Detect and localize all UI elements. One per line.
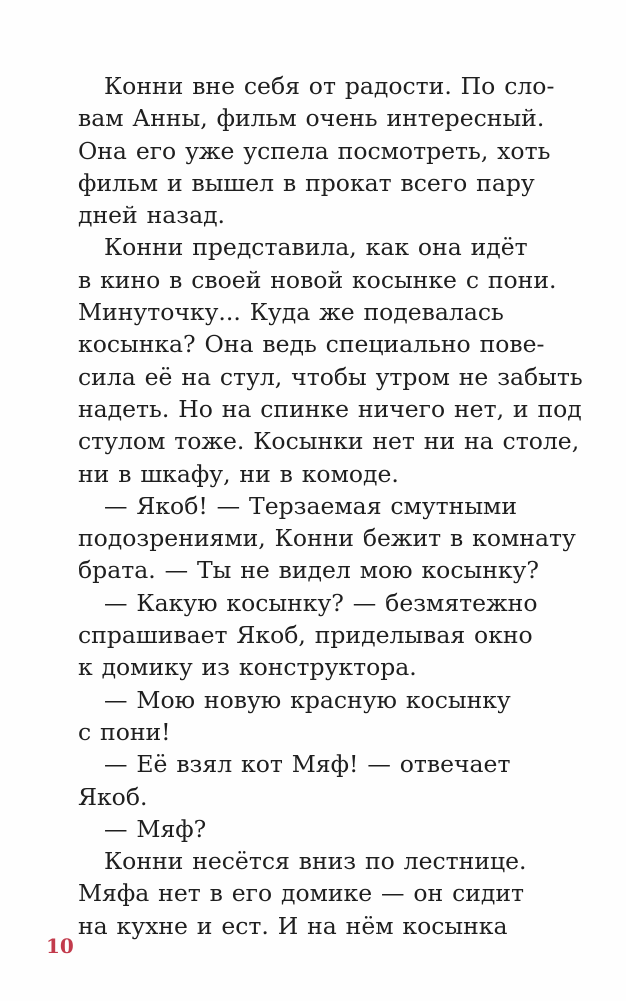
page-number: 10 [46, 934, 74, 958]
text-line: брата. — Ты не видел мою косынку? [78, 556, 539, 585]
text-line: — Её взял кот Мяф! — отвечает [104, 750, 511, 779]
text-line: сила её на стул, чтобы утром не забыть [78, 362, 583, 391]
text-line: в кино в своей новой косынке с пони. [78, 265, 557, 294]
text-line: — Мяф? [104, 814, 207, 843]
text-line: Она его уже успела посмотреть, хоть [78, 136, 551, 165]
text-line: Мяфа нет в его домике — он сидит [78, 879, 525, 908]
text-line: к домику из конструктора. [78, 653, 417, 682]
text-line: подозрениями, Конни бежит в комнату [78, 524, 576, 553]
text-line: Якоб. [78, 782, 148, 811]
text-line: — Якоб! — Терзаемая смутными [104, 491, 517, 520]
text-line: спрашивает Якоб, приделывая окно [78, 621, 533, 650]
text-line: ни в шкафу, ни в комоде. [78, 459, 399, 488]
text-line: косынка? Она ведь специально пове- [78, 330, 545, 359]
text-line: — Какую косынку? — безмятежно [104, 588, 538, 617]
text-line: вам Анны, фильм очень интересный. [78, 104, 545, 133]
text-line: дней назад. [78, 201, 226, 230]
text-line: Конни несётся вниз по лестнице. [104, 847, 527, 876]
text-line: стулом тоже. Косынки нет ни на столе, [78, 427, 580, 456]
text-line: надеть. Но на спинке ничего нет, и под [78, 394, 582, 423]
text-line: на кухне и ест. И на нём косынка [78, 911, 508, 940]
text-line: фильм и вышел в прокат всего пару [78, 168, 535, 197]
text-line: с пони! [78, 717, 171, 746]
text-line: Конни представила, как она идёт [104, 233, 528, 262]
text-line: — Мою новую красную косынку [104, 685, 511, 714]
text-line: Конни вне себя от радости. По сло- [104, 72, 555, 100]
page-text [78, 70, 583, 942]
text-line: Минуточку... Куда же подевалась [78, 298, 504, 327]
